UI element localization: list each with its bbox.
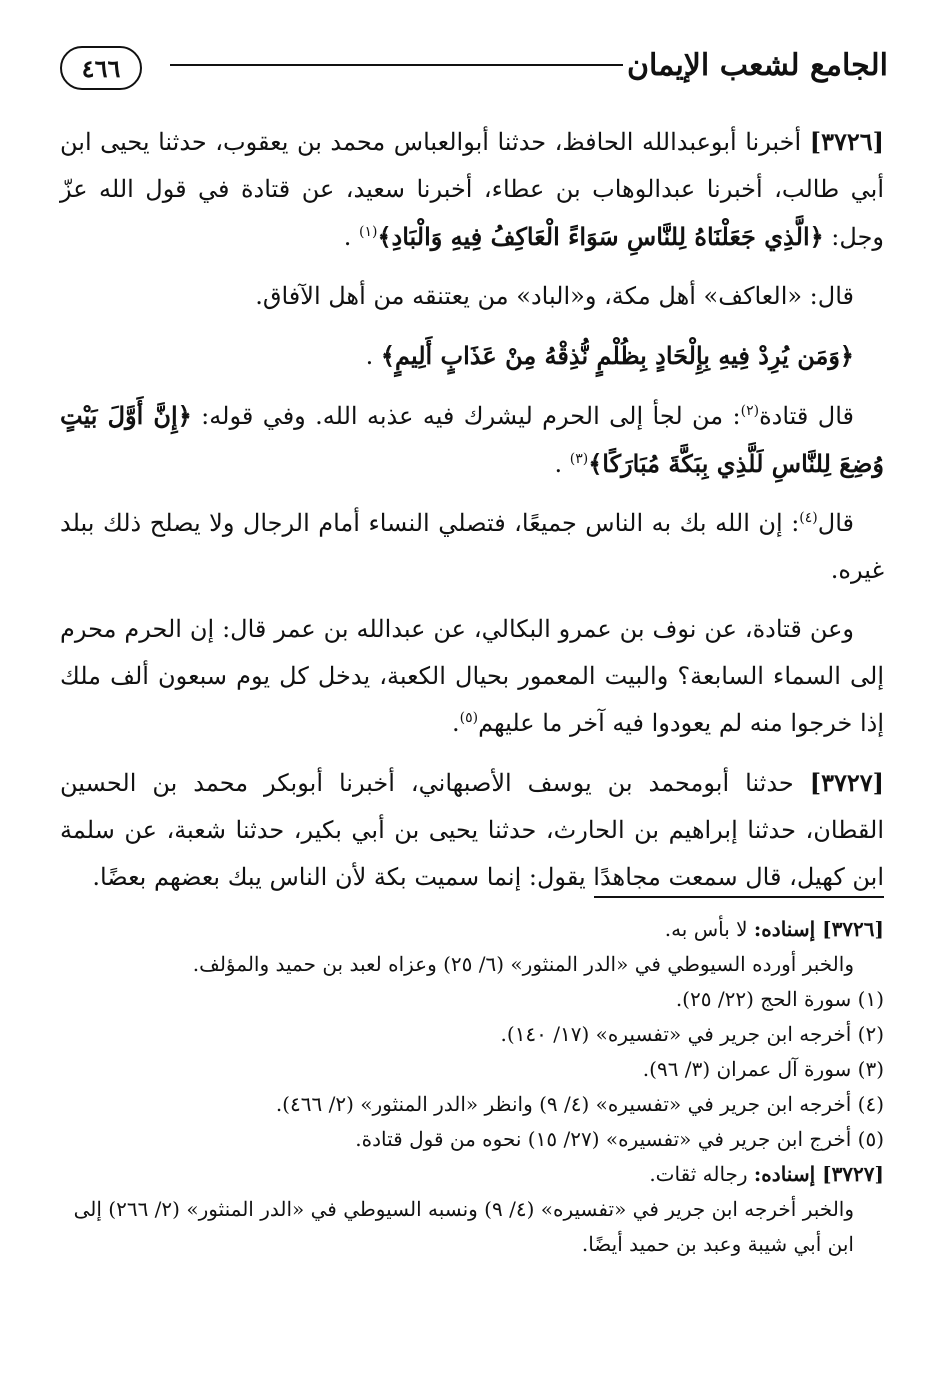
footnote-ref[interactable]: (٢): [740, 403, 760, 419]
footnote-3: (٣) سورة آل عمران (٣/ ٩٦).: [642, 1057, 884, 1081]
header-rule: [170, 64, 623, 66]
paragraph-text: حدثنا أبومحمد بن يوسف الأصبهاني، أخبرنا أبوبكر محمد بن الحسين القطان، حدثنا إبراهيم بن الحارث، حدثنا يحيى بن أبي بكير، حدثنا شعبة، عن سلمة ابن كهيل، قال سمعت مجاهدًا يقول: إنما سميت بكة لأن الناس يبك بعضهم بعضًا.: [60, 769, 884, 891]
footnote-isnad-3727: [60, 1157, 884, 1192]
footnote-ref[interactable]: (٣): [569, 451, 589, 467]
paragraph-end: .: [343, 223, 359, 251]
paragraph-text: : من لجأ إلى الحرم ليشرك فيه عذبه الله. وفي قوله:: [191, 402, 741, 430]
main-text: [60, 118, 884, 913]
footnote-4: (٤) أخرجه ابن جرير في «تفسيره» (٤/ ٩) وانظر «الدر المنثور» (٢/ ٤٦٦).: [275, 1092, 884, 1116]
footnote-ref[interactable]: (٥): [459, 710, 479, 726]
paragraph-qatada: [60, 392, 884, 488]
paragraph-end: .: [365, 342, 381, 370]
paragraph-3727: [60, 759, 884, 901]
footnote-1: (١) سورة الحج (٢٢/ ٢٥).: [675, 987, 884, 1011]
footnote-text: رجاله ثقات.: [649, 1162, 754, 1186]
paragraph-text: أخبرنا أبوعبدالله الحافظ، حدثنا أبوالعباس محمد بن يعقوب، حدثنا يحيى ابن أبي طالب، أخبرنا عبدالوهاب بن عطاء، أخبرنا سعيد، عن قتادة في قول الله عزّ وجل:: [60, 128, 884, 251]
footnote-label: [٣٧٢٧] إسناده:: [753, 1162, 884, 1186]
paragraph-text: : إن الله بك به الناس جميعًا، فتصلي النساء أمام الرجال ولا يصلح ذلك ببلد غيره.: [60, 509, 884, 584]
footnote-takhrij: والخبر أورده السيوطي في «الدر المنثور» (٦/ ٢٥) وعزاه لعبد بن حميد والمؤلف.: [192, 952, 854, 976]
hadith-number: [٣٧٢٧]: [809, 768, 884, 797]
footnote-ref[interactable]: (٤): [799, 510, 818, 526]
page-header: [60, 42, 888, 112]
page-number: ٤٦٦: [60, 46, 142, 90]
footnote-5: (٥) أخرج ابن جرير في «تفسيره» (٢٧/ ١٥) نحوه من قول قتادة.: [355, 1127, 884, 1151]
paragraph-end: .: [451, 709, 460, 737]
paragraph-end: .: [554, 450, 570, 478]
footnote-label: [٣٧٢٦] إسناده:: [753, 917, 884, 941]
quran-verse: ﴿إِنَّ أَوَّلَ بَيْتٍ وُضِعَ لِلنَّاسِ لَلَّذِي بِبَكَّةَ مُبَارَكًا﴾: [60, 401, 884, 478]
paragraph-verse: [60, 332, 884, 380]
paragraph-qala: [60, 500, 884, 594]
footnote-ref[interactable]: (١): [358, 224, 378, 240]
paragraph-text: قال: [817, 509, 854, 537]
quran-verse: ﴿الَّذِي جَعَلْنَاهُ لِلنَّاسِ سَوَاءً الْعَاكِفُ فِيهِ وَالْبَادِ﴾: [377, 222, 824, 251]
footnote-separator: [594, 896, 884, 898]
paragraph-text: وعن قتادة، عن نوف بن عمرو البكالي، عن عبدالله بن عمر قال: إن الحرم محرم إلى السماء السابعة؟ والبيت المعمور بحيال الكعبة، يدخل كل يوم سبعون ألف ملك إذا خرجوا منه لم يعودوا فيه آخر ما عليهم: [60, 615, 884, 737]
footnote-isnad-3726: [60, 912, 884, 947]
footnote-2: (٢) أخرجه ابن جرير في «تفسيره» (١٧/ ١٤٠).: [500, 1022, 884, 1046]
footnote-text: لا بأس به.: [664, 917, 754, 941]
footnote-takhrij-2: والخبر أخرجه ابن جرير في «تفسيره» (٤/ ٩) ونسبه السيوطي في «الدر المنثور» (٢/ ٢٦٦) إلى ابن أبي شيبة وعبد بن حميد أيضًا.: [73, 1197, 854, 1256]
footnotes: [60, 912, 884, 1262]
paragraph-nawf: [60, 606, 884, 747]
hadith-number: [٣٧٢٦]: [809, 127, 884, 156]
paragraph-text: قال قتادة: [759, 402, 855, 430]
running-title: الجامع لشعب الإيمان: [626, 48, 888, 83]
paragraph-3726: [60, 118, 884, 261]
paragraph-commentary: قال: «العاكف» أهل مكة، و«الباد» من يعتنقه من أهل الآفاق.: [255, 282, 854, 310]
quran-verse: ﴿وَمَن يُرِدْ فِيهِ بِإِلْحَادٍ بِظُلْمٍ نُّذِقْهُ مِنْ عَذَابٍ أَلِيمٍ﴾: [380, 341, 854, 370]
